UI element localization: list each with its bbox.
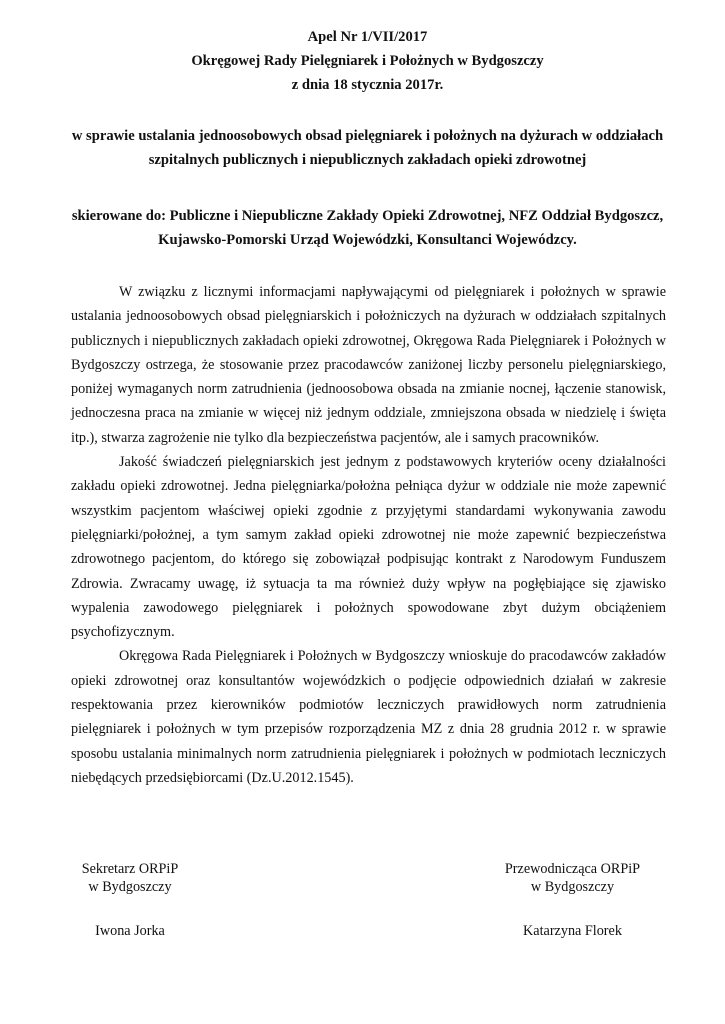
appeal-date: z dnia 18 stycznia 2017r. (291, 77, 444, 93)
signature-chairwoman-role: Przewodnicząca ORPiP (504, 861, 641, 877)
body-paragraph-2: Jakość świadczeń pielęgniarskich jest jednym z podstawowych kryteriów oceny działalności zakładu opieki zdrowotnej. Jedna pielęgniarka/położna pełniąca dyżur w oddziale nie może zapewnić wszystkim pacjentom właściwej opieki zgodnie z przyjętymi standardami wykonywania zawodu pielęgniarki/położnej, a tym samym zakład opieki zdrowotnej nie może zapewnić bezpieczeństwa zdrowotnego pacjentom, do którego się zobowiązał podpisując kontrakt z Narodowym Funduszem Zdrowia. Zwracamy uwagę, iż sytuacja ta ma również duży wpływ na pogłębiające się zjawisko wypalenia zawodowego pielęgniarek i położnych spowodowane zbyt dużym obciążeniem psychofizycznym. (71, 454, 666, 641)
body-paragraph-3: Okręgowa Rada Pielęgniarek i Położnych w Bydgoszczy wnioskuje do pracodawców zakładów opieki zdrowotnej oraz konsultantów wojewódzkich o podjęcie odpowiednich działań w zakresie respektowania przez kierowników podmiotów leczniczych prawidłowych norm zatrudnienia pielęgniarek i położnych w tym przepisów rozporządzenia MZ z dnia 28 grudnia 2012 r. w sprawie sposobu ustalania minimalnych norm zatrudnienia pielęgniarek i położnych w podmiotach leczniczych niebędących przedsiębiorcami (Dz.U.2012.1545). (71, 648, 666, 786)
subject-line-1: w sprawie ustalania jednoosobowych obsad pielęgniarek i położnych na dyżurach w oddziałach (71, 128, 664, 144)
signature-secretary-name: Iwona Jorka (95, 923, 165, 939)
addressees-line-1: skierowane do: Publiczne i Niepubliczne Zakłady Opieki Zdrowotnej, NFZ Oddział Bydgoszcz, (71, 208, 664, 224)
signature-secretary-place: w Bydgoszczy (88, 879, 172, 895)
document-body (71, 280, 666, 790)
document-addressees (70, 204, 665, 252)
signature-secretary (70, 860, 190, 940)
appeal-number: Apel Nr 1/VII/2017 (307, 29, 428, 45)
document-subject (70, 124, 665, 172)
signature-chairwoman (490, 860, 655, 940)
addressees-line-2: Kujawsko-Pomorski Urząd Wojewódzki, Konsultanci Wojewódzcy. (158, 232, 577, 248)
signature-chairwoman-name: Katarzyna Florek (523, 923, 622, 939)
signature-secretary-role: Sekretarz ORPiP (81, 861, 179, 877)
issuing-council: Okręgowej Rady Pielęgniarek i Położnych w Bydgoszczy (191, 53, 544, 69)
signature-chairwoman-place: w Bydgoszczy (530, 879, 615, 895)
subject-line-2: szpitalnych publicznych i niepublicznych zakładach opieki zdrowotnej (148, 152, 587, 168)
document-header (70, 25, 665, 97)
body-paragraph-1: W związku z licznymi informacjami napływającymi od pielęgniarek i położnych w sprawie ustalania jednoosobowych obsad pielęgniarskich i położniczych na dyżurach w oddziałach szpitalnych publicznych i niepublicznych zakładach opieki zdrowotnej, Okręgowa Rada Pielęgniarek i Położnych w Bydgoszczy ostrzega, że stosowanie przez pracodawców zaniżonej liczby personelu pielęgniarskiego, poniżej wymaganych norm zatrudnienia (jednoosobowa obsada na zmianie nocnej, łączenie stanowisk, jednoczesna praca na zmianie w więcej niż jednym oddziale, zmniejszona obsada w niedzielę i święta itp.), stwarza zagrożenie nie tylko dla bezpieczeństwa pacjentów, ale i samych pracowników. (71, 284, 666, 446)
